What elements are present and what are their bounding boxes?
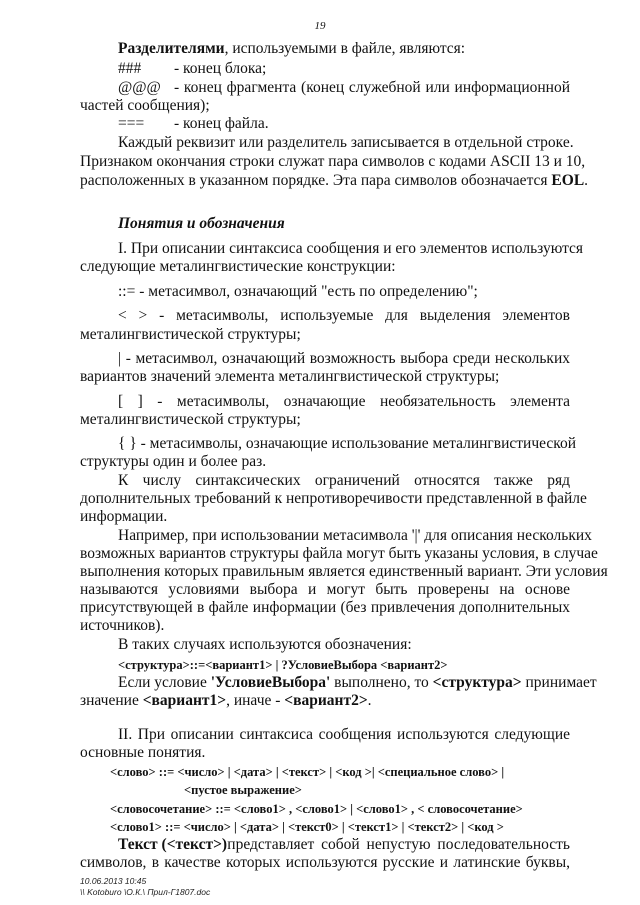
metasymbol-definition: < > - метасимволы, используемые для выделения элементов [118, 307, 570, 324]
page-number: 19 [314, 20, 326, 32]
metasymbol-definition: структуры один и более раз. [80, 453, 267, 470]
metasymbol-definition: вариантов значений элемента металингвистической структуры; [80, 368, 500, 385]
footer-timestamp: 10.06.2013 10:45 [80, 876, 147, 886]
section2-intro: основные понятия. [80, 744, 206, 761]
separator-desc: - конец файла. [174, 115, 269, 132]
paragraph-line [80, 172, 588, 190]
metasymbol-definition: [ ] - метасимволы, означающие необязательность элемента [118, 393, 570, 410]
metasymbol-definition: ::= - метасимвол, означающий "есть по определению"; [118, 283, 478, 300]
metasymbol-definition: { } - метасимволы, означающие использование металингвистической [118, 435, 577, 452]
text-term: (<текст>) [157, 836, 228, 853]
metasymbol-definition: | - метасимвол, означающий возможность выбора среди нескольких [118, 350, 570, 367]
separator-symbol: @@@ [118, 79, 161, 96]
text-definition-head [118, 836, 227, 854]
paragraph-line: источников). [80, 617, 165, 634]
eol-term: EOL [551, 172, 585, 189]
text-term: Текст [118, 836, 158, 853]
paragraph-text: . [584, 172, 589, 189]
separator-symbol: === [118, 115, 145, 132]
paragraph-line: Например, при использовании метасимвола '|' для описания нескольких [118, 527, 592, 544]
metasymbol-definition: металингвистической структуры; [80, 411, 301, 428]
condition-text: . [367, 692, 372, 709]
section2-intro: II. При описании синтаксиса сообщения используются следующие [118, 726, 570, 743]
grammar-rule: <пустое выражение> [184, 783, 302, 797]
paragraph-line: дополнительных требований к непротиворечивости представленной в файле [80, 490, 587, 507]
condition-line [80, 692, 372, 710]
structure-formula: <структура>::=<вариант1> | ?УсловиеВыбора <вариант2> [118, 658, 448, 672]
grammar-rule: <слово1> ::= <число> | <дата> | <текст0> | <текст1> | <текст2> | <код > [110, 820, 504, 834]
separator-desc-cont: частей сообщения); [80, 97, 210, 114]
condition-text: Если условие [118, 674, 211, 691]
footer-filepath: \\ Kotoburo \О.К.\ Прил-Г1807.doc [80, 887, 211, 897]
paragraph-text: расположенных в указанном порядке. Эта пара символов обозначается [80, 172, 552, 189]
grammar-rule: <словосочетание> ::= <слово1> , <слово1> | <слово1> , < словосочетание> [110, 802, 523, 816]
separators-intro [118, 40, 465, 58]
condition-line [118, 674, 597, 692]
condition-text: значение [80, 692, 143, 709]
condition-term: <вариант1> [142, 692, 227, 709]
paragraph-line: выполнения которых правильным является единственный вариант. Эти условия [80, 563, 608, 580]
paragraph-line: называются условиями выбора и могут быть проверены на основе [80, 581, 570, 598]
separator-desc: - конец блока; [174, 60, 267, 77]
condition-term: 'УсловиеВыбора' [210, 674, 331, 691]
separator-desc: - конец фрагмента (конец служебной или информационной [174, 79, 570, 96]
separator-symbol: ### [118, 60, 142, 77]
condition-term: <вариант2> [284, 692, 368, 709]
text-definition-line [118, 836, 570, 854]
metasymbol-definition: металингвистической структуры; [80, 326, 301, 343]
separators-intro-bold: Разделителями [118, 40, 225, 57]
condition-text: , иначе - [226, 692, 285, 709]
text-definition-rest: представляет собой непустую последовательность [227, 836, 570, 853]
paragraph-line: В таких случаях используются обозначения: [118, 636, 412, 653]
paragraph-line: Признаком окончания строки служат пара символов с кодами ASCII 13 и 10, [80, 153, 586, 170]
condition-term: <структура> [432, 674, 522, 691]
paragraph-line: присутствующей в файле информации (без привлечения дополнительных [80, 599, 570, 616]
condition-text: принимает [521, 674, 597, 691]
grammar-rule: <слово> ::= <число> | <дата> | <текст> | <код >| <специальное слово> | [110, 765, 505, 779]
section1-intro: следующие металингвистические конструкции: [80, 258, 396, 275]
section1-intro: I. При описании синтаксиса сообщения и его элементов используются [118, 240, 584, 257]
paragraph-line: информации. [80, 508, 168, 525]
paragraph-line: К числу синтаксических ограничений относятся также ряд [118, 472, 570, 489]
section-title: Понятия и обозначения [118, 215, 285, 232]
separators-intro-rest: , используемыми в файле, являются: [224, 40, 466, 57]
paragraph-line: символов, в качестве которых используются русские и латинские буквы, [80, 854, 570, 871]
paragraph-line: Каждый реквизит или разделитель записывается в отдельной строке. [118, 134, 574, 151]
condition-text: выполнено, то [330, 674, 433, 691]
paragraph-line: возможных вариантов структуры файла могут быть указаны условия, в случае [80, 545, 598, 562]
